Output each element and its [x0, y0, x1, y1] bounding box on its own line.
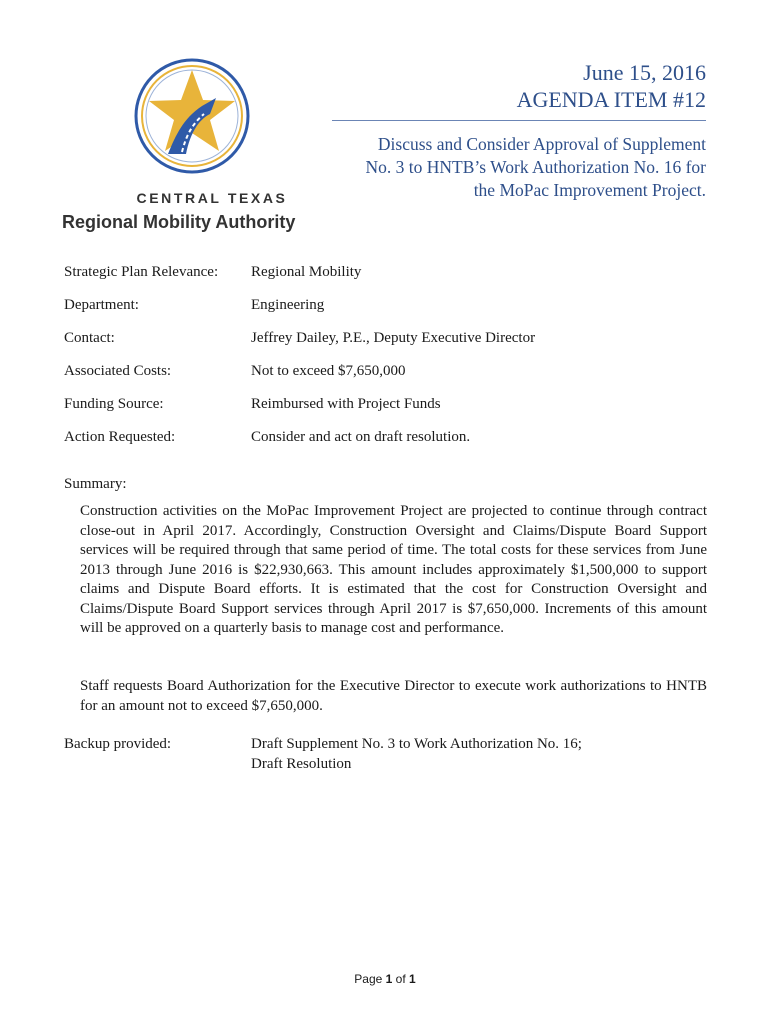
detail-label: Strategic Plan Relevance: — [64, 264, 219, 280]
detail-value: Reimbursed with Project Funds — [251, 396, 441, 412]
backup-label: Backup provided: — [64, 736, 172, 752]
detail-label: Associated Costs: — [64, 363, 172, 379]
staff-request-paragraph: Staff requests Board Authorization for the Executive Director to execute work authorizations to HNTB for an amount not to exceed $7,650,000. — [80, 678, 707, 714]
detail-value: Not to exceed $7,650,000 — [251, 363, 406, 379]
agenda-item-number: AGENDA ITEM #12 — [516, 87, 706, 112]
detail-label: Action Requested: — [64, 429, 176, 445]
subject-line: Discuss and Consider Approval of Supplement — [377, 134, 706, 154]
agenda-header — [286, 60, 706, 202]
summary-paragraph: Construction activities on the MoPac Improvement Project are projected to continue through contract close-out in April 2017. Accordingly, Construction Oversight and Claims/Dispute Board Support services will be required through that same period of time. The total costs for these services from June 2013 through June 2016 is $22,930,663. This amount includes approximately $1,500,000 to support claims and Dispute Board efforts. It is estimated that the cost for Construction Oversight and Claims/Dispute Board Support services through April 2017 is $7,650,000. Increments of this amount will be approved on a quarterly basis to manage cost and performance. — [80, 503, 707, 636]
of-word: of — [395, 972, 406, 986]
detail-row-associated-costs — [64, 361, 714, 394]
agenda-subject — [286, 133, 706, 202]
subject-line: No. 3 to HNTB’s Work Authorization No. 16 for — [365, 157, 706, 177]
detail-label: Funding Source: — [64, 396, 164, 412]
org-name-line2: Regional Mobility Authority — [62, 212, 296, 232]
page-footer — [0, 972, 770, 986]
backup-item: Draft Resolution — [251, 756, 352, 772]
detail-label: Contact: — [64, 330, 115, 346]
detail-row-action-requested — [64, 427, 714, 460]
detail-value: Consider and act on draft resolution. — [251, 429, 471, 445]
logo — [60, 56, 305, 241]
subject-line: the MoPac Improvement Project. — [473, 180, 706, 200]
page-word: Page — [354, 972, 383, 986]
backup-item: Draft Supplement No. 3 to Work Authorization No. 16; — [251, 736, 582, 752]
item-details — [64, 262, 714, 460]
detail-row-department — [64, 295, 714, 328]
detail-row-contact — [64, 328, 714, 361]
detail-row-funding-source — [64, 394, 714, 427]
backup-provided — [64, 734, 714, 774]
detail-value: Regional Mobility — [251, 264, 362, 280]
detail-row-strategic-plan — [64, 262, 714, 295]
meeting-date: June 15, 2016 — [583, 60, 706, 85]
detail-label: Department: — [64, 297, 139, 313]
detail-value: Engineering — [251, 297, 325, 313]
summary-heading: Summary: — [64, 476, 127, 492]
ctrma-logo-emblem — [132, 56, 252, 176]
header-divider — [332, 120, 706, 121]
total-page-number: 1 — [409, 972, 416, 986]
org-name-line1: CENTRAL TEXAS — [136, 190, 288, 206]
backup-list — [251, 734, 582, 774]
current-page-number: 1 — [385, 972, 393, 986]
detail-value: Jeffrey Dailey, P.E., Deputy Executive Director — [251, 330, 536, 346]
